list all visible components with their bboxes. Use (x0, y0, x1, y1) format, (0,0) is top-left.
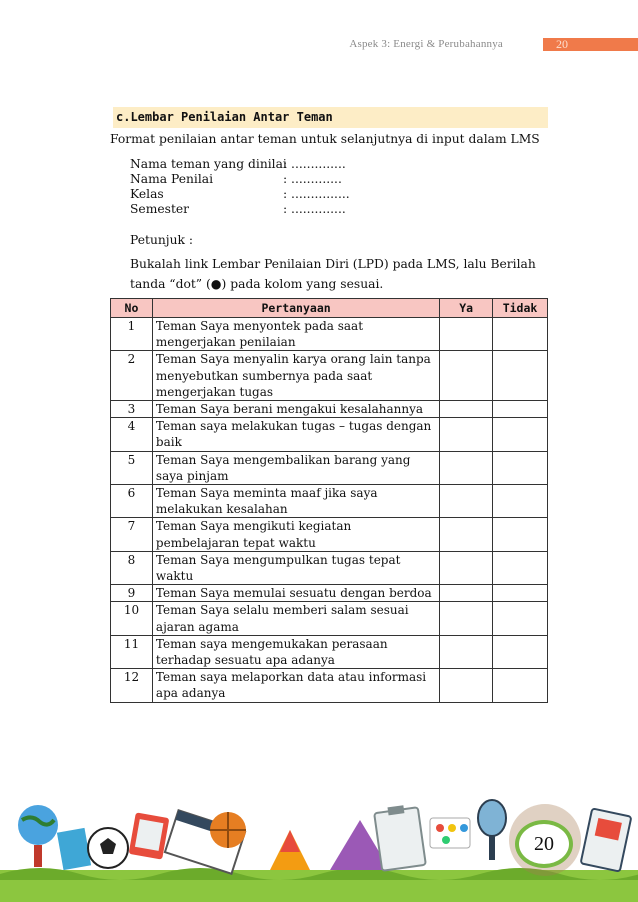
row-ya-cell[interactable] (440, 518, 493, 551)
row-tidak-cell[interactable] (493, 351, 548, 401)
row-tidak-cell[interactable] (493, 451, 548, 484)
section-title: c.Lembar Penilaian Antar Teman (113, 107, 548, 128)
row-tidak-cell[interactable] (493, 585, 548, 602)
tablet-icon (129, 812, 170, 859)
row-number: 8 (111, 551, 153, 584)
row-number: 3 (111, 401, 153, 418)
footer-illustration (0, 790, 638, 902)
row-number: 11 (111, 635, 153, 668)
header-no: No (111, 299, 153, 318)
row-question: Teman Saya berani mengakui kesalahannya (152, 401, 439, 418)
table-row (111, 669, 548, 702)
basketball-icon (210, 812, 246, 848)
table-row (111, 318, 548, 351)
row-tidak-cell[interactable] (493, 635, 548, 668)
table-row (111, 635, 548, 668)
table-row (111, 418, 548, 451)
info-label: Semester (130, 202, 190, 216)
row-question: Teman Saya mengumpulkan tugas tepat waktu (152, 551, 439, 584)
page-header (0, 38, 638, 52)
intro-text: Format penilaian antar teman untuk selanjutnya di input dalam LMS (110, 132, 540, 146)
info-label: Kelas (130, 187, 164, 201)
row-tidak-cell[interactable] (493, 401, 548, 418)
info-row-penilai (130, 172, 350, 187)
header-title: Aspek 3: Energi & Perubahannya (349, 38, 503, 50)
header-tidak: Tidak (493, 299, 548, 318)
row-ya-cell[interactable] (440, 669, 493, 702)
info-fields (130, 157, 350, 217)
row-number: 2 (111, 351, 153, 401)
row-number: 1 (111, 318, 153, 351)
table-row (111, 585, 548, 602)
row-ya-cell[interactable] (440, 351, 493, 401)
footer-page-number: 20 (515, 820, 573, 868)
row-tidak-cell[interactable] (493, 551, 548, 584)
row-tidak-cell[interactable] (493, 669, 548, 702)
info-value: : .............. (283, 202, 346, 216)
table-row (111, 401, 548, 418)
book-icon (57, 828, 91, 870)
info-label: Nama Penilai (130, 172, 214, 186)
clipboard-icon (374, 805, 426, 871)
row-ya-cell[interactable] (440, 635, 493, 668)
row-question: Teman Saya mengembalikan barang yang saya pinjam (152, 451, 439, 484)
assessment-table (110, 298, 548, 703)
row-number: 4 (111, 418, 153, 451)
row-number: 10 (111, 602, 153, 635)
row-question: Teman Saya mengikuti kegiatan pembelajaran tepat waktu (152, 518, 439, 551)
table-row (111, 602, 548, 635)
header-pertanyaan: Pertanyaan (152, 299, 439, 318)
info-value: : ............. (283, 172, 342, 186)
info-row-semester (130, 202, 350, 217)
drawing-board-icon (581, 808, 632, 871)
petunjuk-label: Petunjuk : (130, 233, 194, 247)
row-question: Teman saya melaporkan data atau informasi apa adanya (152, 669, 439, 702)
row-ya-cell[interactable] (440, 418, 493, 451)
row-question: Teman Saya menyontek pada saat mengerjakan penilaian (152, 318, 439, 351)
info-row-teman (130, 157, 350, 172)
row-number: 5 (111, 451, 153, 484)
globe-icon (18, 805, 58, 867)
row-number: 12 (111, 669, 153, 702)
row-ya-cell[interactable] (440, 585, 493, 602)
table-row (111, 351, 548, 401)
table-row (111, 485, 548, 518)
header-page-number: 20 (556, 37, 568, 51)
row-ya-cell[interactable] (440, 451, 493, 484)
info-value: : ............... (283, 187, 350, 201)
table-row (111, 518, 548, 551)
row-question: Teman Saya memulai sesuatu dengan berdoa (152, 585, 439, 602)
info-label: Nama teman yang dinilai (130, 157, 287, 171)
row-ya-cell[interactable] (440, 485, 493, 518)
row-ya-cell[interactable] (440, 551, 493, 584)
row-question: Teman Saya menyalin karya orang lain tanpa menyebutkan sumbernya pada saat mengerjakan tugas (152, 351, 439, 401)
row-number: 6 (111, 485, 153, 518)
table-row (111, 451, 548, 484)
tennis-racket-icon (478, 800, 506, 860)
row-tidak-cell[interactable] (493, 602, 548, 635)
row-ya-cell[interactable] (440, 602, 493, 635)
row-question: Teman saya mengemukakan perasaan terhadap sesuatu apa adanya (152, 635, 439, 668)
info-row-kelas (130, 187, 350, 202)
instruction-text: Bukalah link Lembar Penilaian Diri (LPD) pada LMS, lalu Berilah tanda “dot” (●) pada kolom yang sesuai. (130, 257, 536, 291)
row-tidak-cell[interactable] (493, 318, 548, 351)
table-header-row (111, 299, 548, 318)
table-row (111, 551, 548, 584)
paint-palette-icon (430, 818, 470, 848)
info-value: : .............. (283, 157, 346, 171)
row-tidak-cell[interactable] (493, 518, 548, 551)
soccer-ball-icon (88, 828, 128, 868)
row-question: Teman saya melakukan tugas – tugas dengan baik (152, 418, 439, 451)
header-ya: Ya (440, 299, 493, 318)
row-question: Teman Saya meminta maaf jika saya melakukan kesalahan (152, 485, 439, 518)
row-ya-cell[interactable] (440, 318, 493, 351)
row-ya-cell[interactable] (440, 401, 493, 418)
row-tidak-cell[interactable] (493, 485, 548, 518)
row-number: 9 (111, 585, 153, 602)
row-number: 7 (111, 518, 153, 551)
row-tidak-cell[interactable] (493, 418, 548, 451)
row-question: Teman Saya selalu memberi salam sesuai ajaran agama (152, 602, 439, 635)
hat-icon (270, 830, 310, 870)
